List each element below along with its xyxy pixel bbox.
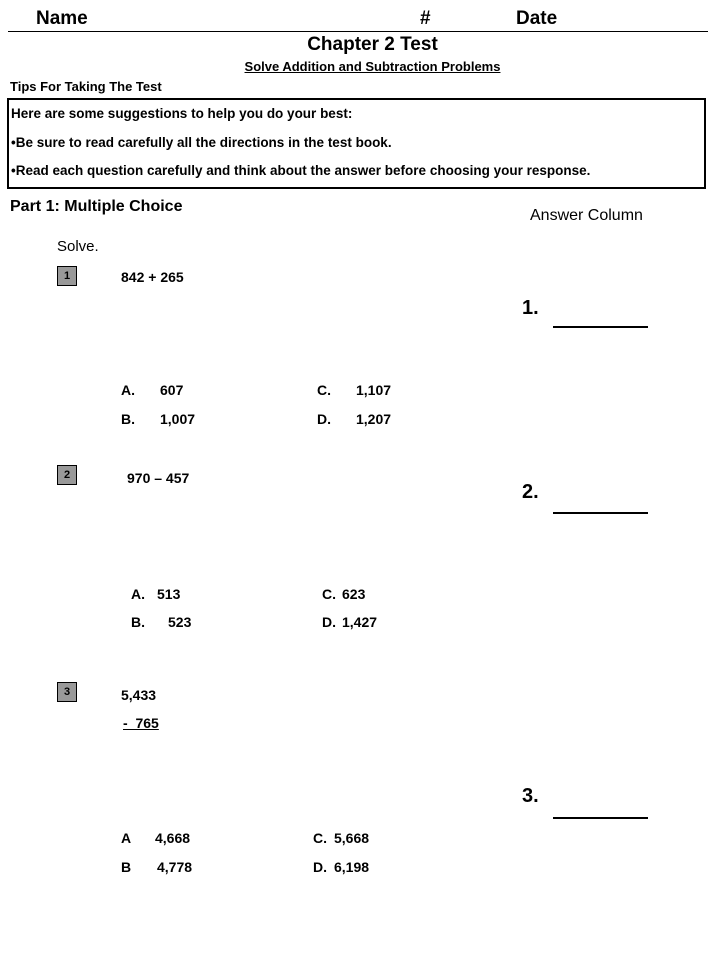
q2-choice-d-value: 1,427: [342, 614, 378, 630]
question-2-problem: 970 – 457: [127, 470, 190, 486]
name-label: Name: [36, 8, 88, 29]
question-1-badge: 1: [57, 266, 77, 286]
q3-choice-b-value: 4,778: [157, 859, 193, 875]
q2-choice-a-value: 513: [157, 586, 181, 602]
date-label: Date: [516, 8, 558, 29]
q3-choice-c-letter: C.: [313, 830, 327, 846]
q1-choice-d-value: 1,207: [356, 411, 392, 427]
answer-slot-3-line[interactable]: [553, 817, 648, 819]
q1-choice-c-letter: C.: [317, 382, 331, 398]
q3-choice-c-value: 5,668: [334, 830, 370, 846]
q2-choice-a-letter: A.: [131, 586, 145, 602]
tips-heading: Tips For Taking The Test: [10, 79, 162, 94]
q2-choice-c-letter: C.: [322, 586, 336, 602]
q1-choice-a-letter: A.: [121, 382, 135, 398]
question-1-problem: 842 + 265: [121, 269, 184, 285]
answer-slot-2-line[interactable]: [553, 512, 648, 514]
q3-choice-d-value: 6,198: [334, 859, 370, 875]
q3-choice-b-letter: B: [121, 859, 132, 875]
q2-choice-c-value: 623: [342, 586, 366, 602]
tips-bullet-2: •Read each question carefully and think about the answer before choosing your response.: [11, 163, 591, 178]
question-3-badge: 3: [57, 682, 77, 702]
answer-slot-2-label: 2.: [522, 481, 539, 503]
page-title: Chapter 2 Test: [307, 34, 438, 55]
answer-slot-1-line[interactable]: [553, 326, 648, 328]
q1-choice-d-letter: D.: [317, 411, 331, 427]
tips-box: [7, 98, 706, 189]
q3-choice-d-letter: D.: [313, 859, 327, 875]
part-heading: Part 1: Multiple Choice: [10, 198, 183, 215]
question-3-problem-bottom: - 765: [123, 715, 159, 731]
question-3-problem-top: 5,433: [121, 687, 157, 703]
q2-choice-b-letter: B.: [131, 614, 145, 630]
header-underline: [8, 31, 708, 32]
answer-slot-1-label: 1.: [522, 297, 539, 319]
q2-choice-b-value: 523: [168, 614, 192, 630]
q1-choice-b-value: 1,007: [160, 411, 196, 427]
answer-column-label: Answer Column: [530, 207, 643, 224]
question-2-badge: 2: [57, 465, 77, 485]
page-subtitle: Solve Addition and Subtraction Problems: [244, 59, 501, 74]
q3-choice-a-letter: A: [121, 830, 132, 846]
q1-choice-a-value: 607: [160, 382, 184, 398]
tips-bullet-1: •Be sure to read carefully all the directions in the test book.: [11, 135, 392, 150]
tips-intro: Here are some suggestions to help you do your best:: [11, 106, 353, 121]
q3-choice-a-value: 4,668: [155, 830, 191, 846]
q2-choice-d-letter: D.: [322, 614, 336, 630]
instruction: Solve.: [57, 238, 99, 255]
answer-slot-3-label: 3.: [522, 785, 539, 807]
q1-choice-b-letter: B.: [121, 411, 135, 427]
number-label: #: [420, 8, 431, 29]
q1-choice-c-value: 1,107: [356, 382, 392, 398]
